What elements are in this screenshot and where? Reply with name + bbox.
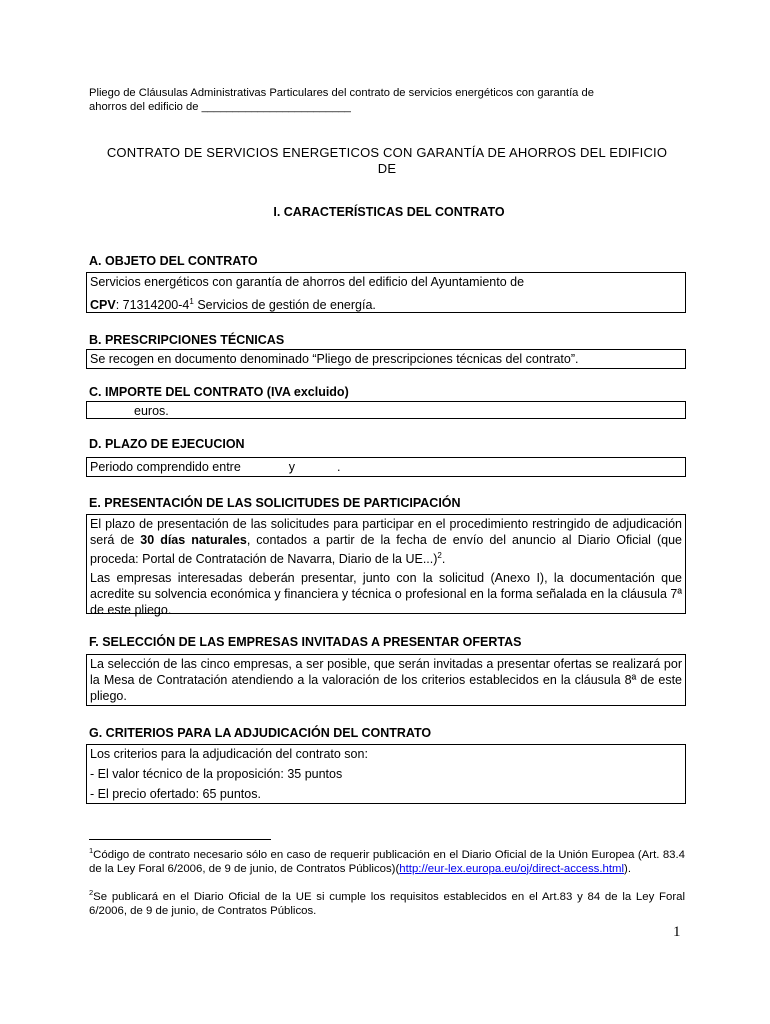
eur-lex-link[interactable]: http://eur-lex.europa.eu/oj/direct-access.html <box>399 862 625 875</box>
section-f-text: La selección de las cinco empresas, a ser posible, que serán invitadas a presentar ofertas se realizará por la Mesa de Contratación atendiendo a la valoración de los criterios establecidos en la cláusula 8ª de este pliego. <box>90 657 682 703</box>
period-text-start: Periodo comprendido entre <box>90 460 241 474</box>
section-c-text: euros. <box>134 404 169 418</box>
footnote-2-number: 2 <box>89 888 94 897</box>
cpv-code: : 71314200-4 <box>115 298 190 313</box>
section-a-heading: A. OBJETO DEL CONTRATO <box>89 254 258 268</box>
document-title-line-2: DE <box>377 161 397 176</box>
period-text-end: . <box>337 460 341 474</box>
section-e-footnote-ref: 2 <box>437 551 442 560</box>
period-text-and: y <box>288 460 296 474</box>
section-a-box <box>86 272 686 313</box>
footnote-2-text: Se publicará en el Diario Oficial de la UE si cumple los requisitos establecidos en el Art.83 y 84 de la Ley Foral 6/2006, de 9 de junio, de Contratos Públicos. <box>89 890 685 917</box>
section-e-heading: E. PRESENTACIÓN DE LAS SOLICITUDES DE PARTICIPACIÓN <box>89 496 461 510</box>
section-a-line-1: Servicios energéticos con garantía de ahorros del edificio del Ayuntamiento de <box>90 275 525 289</box>
cpv-text: Servicios de gestión de energía. <box>193 298 376 313</box>
section-c-heading: C. IMPORTE DEL CONTRATO (IVA excluido) <box>89 385 349 399</box>
footnote-1-text: Código de contrato necesario sólo en caso de requerir publicación en el Diario Oficial de la Unión Europea (Art. 83.4 de la Ley Foral 6/2006, de 9 de junio, de Contratos Públicos)( <box>89 848 685 875</box>
section-b-text: Se recogen en documento denominado “Pliego de prescripciones técnicas del contrato”. <box>90 352 579 366</box>
footnote-2 <box>89 886 685 918</box>
cpv-footnote-ref: 1 <box>189 297 194 306</box>
running-header <box>89 86 689 114</box>
running-header-line-2: ahorros del edificio de ________________________ <box>89 101 351 113</box>
section-f-heading: F. SELECCIÓN DE LAS EMPRESAS INVITADAS A PRESENTAR OFERTAS <box>89 635 522 649</box>
section-f-box <box>86 654 686 706</box>
section-d-heading: D. PLAZO DE EJECUCION <box>89 437 245 451</box>
section-e-paragraph-2: Las empresas interesadas deberán presentar, junto con la solicitud (Anexo I), la documentación que acredite su solvencia económica y financiera y técnica o profesional en la forma señalada en la cláusula 7ª de este pliego. <box>90 571 682 618</box>
section-e-p1-bold: 30 días naturales <box>140 533 247 547</box>
section-d-text <box>90 459 682 475</box>
section-g-line-1: Los criterios para la adjudicación del contrato son: <box>90 747 368 761</box>
section-c-box <box>86 401 686 419</box>
footnote-separator <box>89 839 271 840</box>
section-a-cpv <box>90 294 682 313</box>
section-e-box <box>86 514 686 618</box>
section-g-heading: G. CRITERIOS PARA LA ADJUDICACIÓN DEL CONTRATO <box>89 726 432 740</box>
cpv-label: CPV <box>90 298 116 313</box>
section-e-p1-text-a: El plazo de presentación de las solicitudes para participar en el procedimiento restringido de adjudicación será de <box>90 517 682 547</box>
footnote-1-end: ). <box>624 862 632 875</box>
section-g-line-3: - El precio ofertado: 65 puntos. <box>90 787 261 801</box>
page-number: 1 <box>673 924 681 940</box>
part-heading: I. CARACTERÍSTICAS DEL CONTRATO <box>273 205 505 219</box>
document-title-line-1: CONTRATO DE SERVICIOS ENERGETICOS CON GARANTÍA DE AHORROS DEL EDIFICIO <box>106 145 668 160</box>
section-d-box <box>86 457 686 477</box>
section-e-p1-text-b: , contados a partir de la fecha de envío del anuncio al Diario Oficial (que proceda: Portal de Contratación de Navarra, Diario de la UE...) <box>90 533 682 567</box>
running-header-line-1: Pliego de Cláusulas Administrativas Particulares del contrato de servicios energéticos con garantía de <box>89 87 594 99</box>
section-e-p1-end: . <box>441 552 446 567</box>
section-e-paragraph-1 <box>90 516 682 567</box>
footnote-1 <box>89 844 685 876</box>
section-g-line-2: - El valor técnico de la proposición: 35 puntos <box>90 767 343 781</box>
section-b-heading: B. PRESCRIPCIONES TÉCNICAS <box>89 333 285 347</box>
section-b-box <box>86 349 686 369</box>
section-g-box <box>86 744 686 804</box>
document-title <box>89 145 685 177</box>
footnote-1-number: 1 <box>89 846 94 855</box>
